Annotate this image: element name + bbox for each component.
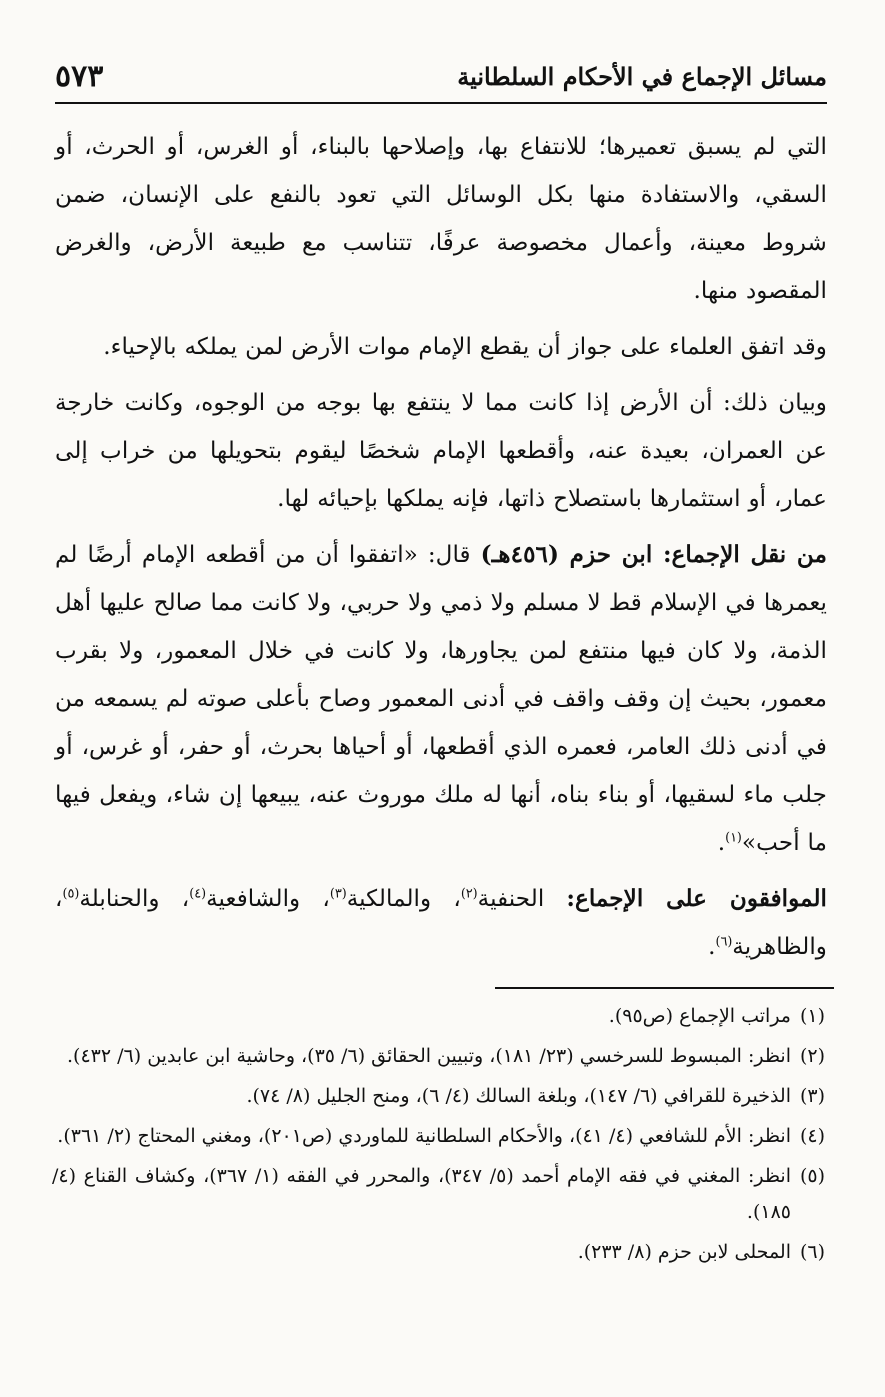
footnote-number: (٥)	[799, 1165, 825, 1187]
school-hanafi: الحنفية	[477, 885, 567, 912]
footnote-ref-1: (١)	[725, 830, 742, 846]
footnote-4	[52, 1118, 825, 1154]
school-zahiri: ، والظاهرية	[55, 885, 827, 960]
footnote-number: (٦)	[799, 1241, 825, 1263]
footnote-ref-3: (٣)	[329, 886, 347, 902]
running-title: مسائل الإجماع في الأحكام السلطانية	[457, 62, 827, 91]
paragraph-agreeing-schools	[55, 875, 827, 971]
footnote-2	[52, 1038, 825, 1074]
footnotes	[52, 998, 825, 1274]
paragraph-agreement: وقد اتفق العلماء على جواز أن يقطع الإمام موات الأرض لمن يملكه بالإحياء.	[103, 333, 827, 360]
footnote-6	[52, 1234, 825, 1270]
agreeing-schools-heading: الموافقون على الإجماع:	[566, 885, 827, 912]
paragraph-explanation: وبيان ذلك: أن الأرض إذا كانت مما لا ينتفع بها بوجه من الوجوه، وكانت خارجة عن العمران، بعيدة عنه، وأقطعها الإمام شخصًا ليقوم بتحويلها من خراب إلى عمار، أو استثمارها باستصلاح ذاتها، فإنه يملكها بإحيائه لها.	[55, 389, 827, 512]
footnote-text: انظر: المبسوط للسرخسي (٢٣/ ١٨١)، وتبيين الحقائق (٦/ ٣٥)، وحاشية ابن عابدين (٦/ ٤٣٢).	[67, 1045, 791, 1067]
footnote-text: انظر: الأم للشافعي (٤/ ٤١)، والأحكام السلطانية للماوردي (ص٢٠١)، ومغني المحتاج (٢/ ٣٦١).	[57, 1125, 791, 1147]
footnote-text: المحلى لابن حزم (٨/ ٢٣٣).	[577, 1241, 791, 1263]
transmission-end: .	[717, 829, 726, 856]
transmission-heading: من نقل الإجماع: ابن حزم (٤٥٦هـ)	[480, 541, 828, 568]
footnote-number: (١)	[799, 1005, 825, 1027]
footnote-divider	[495, 987, 834, 989]
footnote-number: (٢)	[799, 1045, 825, 1067]
paragraph-transmission	[55, 531, 827, 867]
footnote-5	[52, 1158, 825, 1230]
footnote-3	[52, 1078, 825, 1114]
page-header	[55, 52, 827, 104]
main-text	[55, 123, 827, 979]
footnote-ref-4: (٤)	[189, 886, 207, 902]
footnote-text: الذخيرة للقرافي (٦/ ١٤٧)، وبلغة السالك (٤/ ٦)، ومنح الجليل (٨/ ٧٤).	[246, 1085, 791, 1107]
paragraph-definition: التي لم يسبق تعميرها؛ للانتفاع بها، وإصلاحها بالبناء، أو الغرس، أو الحرث، أو السقي، والاستفادة منها بكل الوسائل التي تعود بالنفع على الإنسان، ضمن شروط معينة، وأعمال مخصوصة عرفًا، تتناسب مع طبيعة الأرض، والغرض المقصود منها.	[55, 133, 827, 304]
footnote-ref-5: (٥)	[62, 886, 80, 902]
school-shafii: ، والشافعية	[206, 885, 330, 912]
footnote-text: انظر: المغني في فقه الإمام أحمد (٥/ ٣٤٧)، والمحرر في الفقه (١/ ٣٦٧)، وكشاف القناع (٤/ ١٨٥).	[52, 1165, 791, 1223]
footnote-number: (٤)	[799, 1125, 825, 1147]
footnote-ref-2: (٢)	[460, 886, 478, 902]
school-maliki: ، والمالكية	[346, 885, 461, 912]
agreeing-schools-end: .	[708, 933, 716, 960]
transmission-quote: قال: «اتفقوا أن من أقطعه الإمام أرضًا لم يعمرها في الإسلام قط لا مسلم ولا ذمي ولا حربي، ولا كانت مما صالح عليها أهل الذمة، ولا كان فيها منتفع لمن يجاورها، ولا كانت في خلال المعمور، ولا بقرب معمور، بحيث إن وقف واقف في أدنى المعمور وصاح بأعلى صوته لم يسمعه من في أدنى ذلك العامر، فعمره الذي أقطعها، أو أحياها بحرث، أو حفر، أو غرس، أو جلب ماء لسقيها، أو بناء بناه، أنها له ملك موروث عنه، يبيعها إن شاء، ويفعل فيها ما أحب»	[55, 541, 827, 856]
footnote-text: مراتب الإجماع (ص٩٥).	[608, 1005, 791, 1027]
page-number: ٥٧٣	[55, 59, 104, 94]
footnote-1	[52, 998, 825, 1034]
school-hanbali: ، والحنابلة	[79, 885, 190, 912]
footnote-number: (٣)	[799, 1085, 825, 1107]
footnote-ref-6: (٦)	[715, 934, 733, 950]
